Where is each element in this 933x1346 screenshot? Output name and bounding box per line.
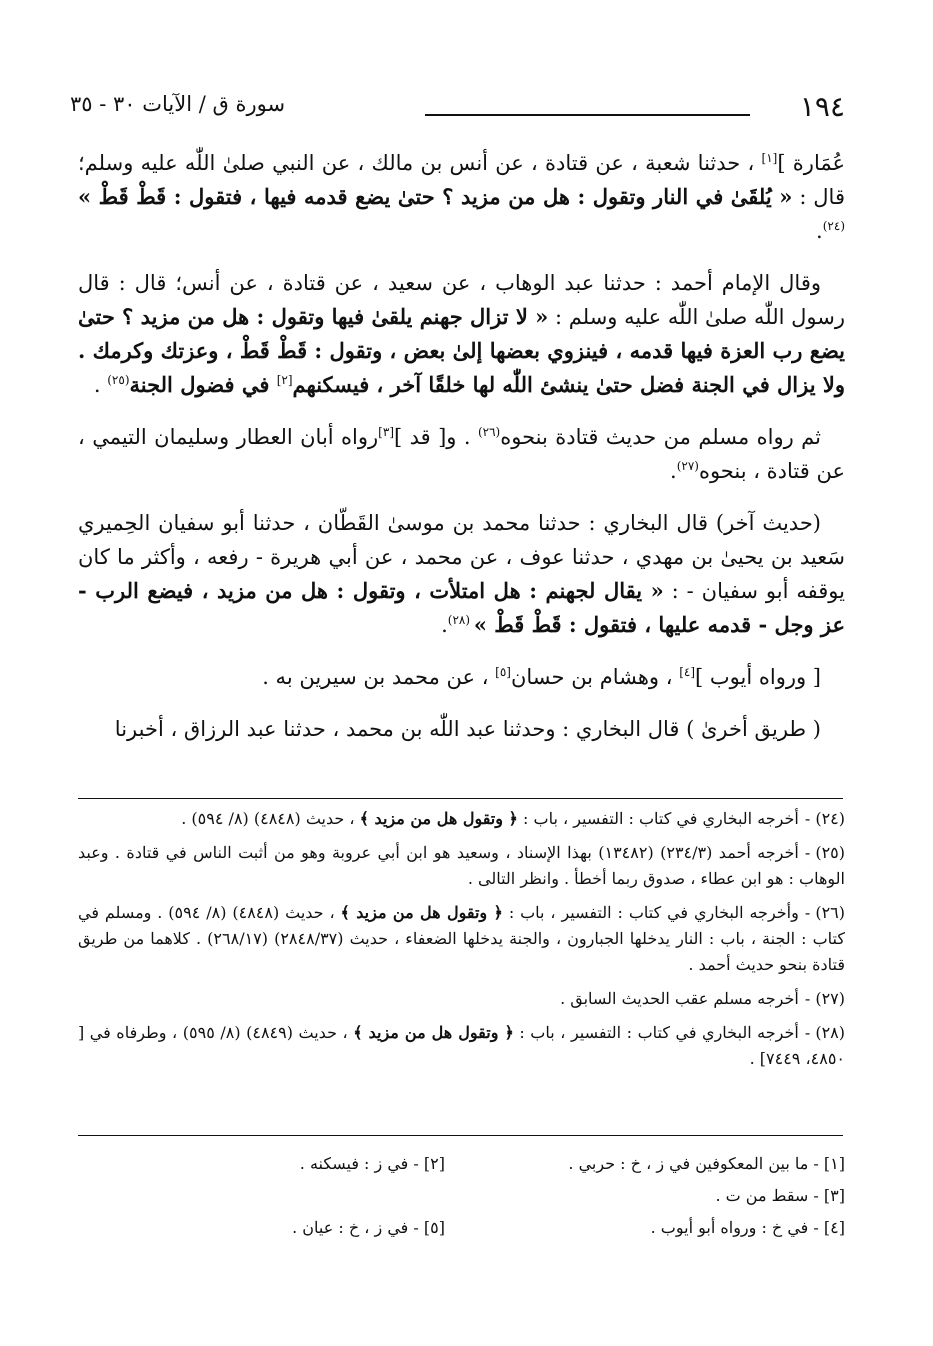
text-run: ، حديث (٤٨٤٨) (٨/ ٥٩٤) . ومسلم في كتاب : الجنة ، باب : النار يدخلها الجبارون ، والجنة يدخلها الضعفاء ، حديث (٢٨٤٨/٣٧) (٢٦٨/١٧) . كلاهما من طريق قتادة بنحو حديث أحمد . [78,903,845,974]
header-rule [425,114,750,116]
note-marker: (٢٨) [447,613,474,627]
bold-text: « يقال لجهنم : هل امتلأت ، وتقول : هل من مزيد ، فيضع الرب - عز وجل - قدمه عليها ، فتقول : قَطْ قَطْ » [78,578,845,637]
footnote-number: (٢٧) - [804,989,845,1008]
text-run: . [441,613,448,637]
paragraph [78,420,845,488]
text-run: أخرجه البخاري في كتاب : التفسير ، باب : [513,1023,799,1042]
variant-notes [78,1148,845,1244]
footnotes-rule [78,798,843,799]
text-run: ، حدثنا شعبة ، عن قتادة ، عن أنس بن مالك ، عن النبي صلىٰ اللّٰه عليه وسلم؛ قال : [78,151,845,209]
note-marker: (٢٥) [107,373,130,387]
paragraph [78,506,845,642]
note-marker: (٢٧) [676,459,699,473]
footnote-number: (٢٦) - [804,903,846,922]
text-run: (حديث آخر) قال البخاري : حدثنا محمد بن موسىٰ القَطّان ، حدثنا أبو سفيان الحِميري سَعيد بن يحيىٰ بن مهدي ، حدثنا عوف ، عن محمد ، عن أبي هريرة - رفعه ، وأكثر ما كان يوقفه أبو سفيان - : [78,511,845,603]
text-run: ] [777,151,786,175]
paragraph [78,266,845,402]
text-run: [ ورواه أيوب ] [695,665,821,689]
page-header [70,90,845,130]
text-run: رواه أبان العطار وسليمان التيمي ، عن قتادة ، بنحوه [78,425,845,483]
note-marker: (٢٦) [477,425,501,439]
footnote-number: (٢٥) - [804,843,846,862]
bold-text: ﴿ وتقول هل من مزيد ﴾ [353,1023,514,1042]
text-run: ثم رواه مسلم من حديث قتادة بنحوه [500,425,822,449]
text-run: ، حديث (٤٨٤٨) (٨/ ٥٩٤) . [181,809,360,828]
footnote-number: (٢٤) - [804,809,845,828]
bold-text: « لا تزال جهنم يلقىٰ فيها وتقول : هل من مزيد ؟ حتىٰ يضع رب العزة فيها قدمه ، فينزوي بعضها إلىٰ بعض ، وتقول : قَطْ قَطْ ، وعزتك وكرمك . ولا يزال في الجنة فضل حتىٰ ينشئ اللّٰه لها خلقًا آخر ، فيسكنهم [78,304,845,397]
paragraph [78,660,845,694]
main-text [78,146,845,764]
variant-notes-rule [78,1135,843,1136]
paragraph [78,146,845,248]
footnote-number: (٢٨) - [804,1023,845,1042]
text-run: . [93,373,108,397]
text-run: ( طريق أخرىٰ ) قال البخاري : وحدثنا عبد اللّٰه بن محمد ، حدثنا عبد الرزاق ، أخبرنا [114,717,821,741]
footnote [78,900,845,978]
page-number: ١٩٤ [799,90,845,123]
text-run: ، وهشام بن حسان [510,665,680,689]
note-marker: [١] [761,151,778,165]
text-run: وأخرجه البخاري في كتاب : التفسير ، باب : [502,903,799,922]
text-run: . [670,459,677,483]
bold-text: في فضول الجنة [129,372,277,397]
note-marker: [٣] [378,425,394,439]
variant-note: [١] - ما بين المعكوفين في ز ، خ : حربي . [568,1154,845,1173]
variant-note: [٥] - في ز ، خ : عيان . [292,1218,445,1237]
footnotes [78,806,845,1080]
text-run: أخرجه البخاري في كتاب : التفسير ، باب : [517,809,799,828]
paragraph [78,712,845,746]
note-marker: (٢٤) [822,219,845,233]
text-run: وقال الإمام أحمد : حدثنا عبد الوهاب ، عن سعيد ، عن قتادة ، عن أنس؛ قال : قال رسول اللّٰه صلىٰ اللّٰه عليه وسلم : [78,271,845,329]
text-run: ، عن محمد بن سيرين به . [262,665,496,689]
note-marker: [٢] [276,373,293,387]
bold-text: ﴿ وتقول هل من مزيد ﴾ [359,809,518,828]
note-marker: [٥] [495,665,511,679]
variant-note: [٢] - في ز : فيسكنه . [299,1154,445,1173]
variant-note: [٣] - سقط من ت . [715,1186,845,1205]
footnote [78,840,845,892]
text-run: عُمَارة [785,151,846,175]
footnote [78,986,845,1012]
text-run: . و[ قد ] [394,425,478,449]
variant-note: [٤] - في خ : ورواه أبو أيوب . [650,1218,845,1237]
footnote [78,1020,845,1072]
text-run: . [816,219,823,243]
text-run: ، حديث (٤٨٤٩) (٨/ ٥٩٥) ، وطرفاه في [ ٤٨٥٠، ٧٤٤٩] . [78,1023,845,1068]
surah-title: سورة ق / الآيات ٣٠ - ٣٥ [70,92,286,116]
text-run: أخرجه مسلم عقب الحديث السابق . [560,989,799,1008]
text-run: أخرجه أحمد (٢٣٤/٣) (١٣٤٨٢) بهذا الإسناد ، وسعيد هو ابن أبي عروبة وهو من أثبت الناس في قتادة . وعبد الوهاب : هو ابن عطاء ، صدوق ربما أخطأ . وانظر التالى . [78,843,845,888]
bold-text: ﴿ وتقول هل من مزيد ﴾ [340,903,503,922]
bold-text: « يُلقَىٰ في النار وتقول : هل من مزيد ؟ حتىٰ يضع قدمه فيها ، فتقول : قَطْ قَطْ » [78,184,793,209]
footnote [78,806,845,832]
note-marker: [٤] [679,665,696,679]
